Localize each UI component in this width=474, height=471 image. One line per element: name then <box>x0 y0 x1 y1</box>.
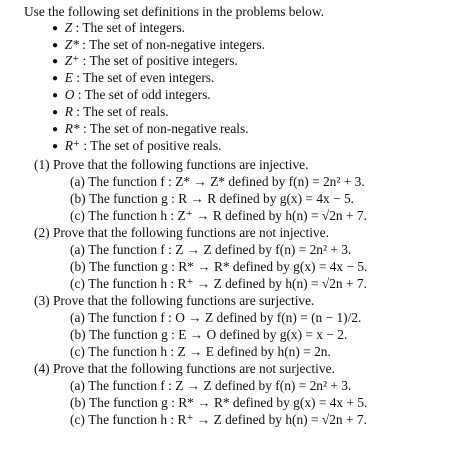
part-label: (b) <box>70 395 86 410</box>
definition-item <box>52 20 185 37</box>
problem-heading <box>34 225 329 241</box>
problem-part <box>70 310 361 326</box>
bullet-icon: ● <box>52 40 59 51</box>
part-text: The function f : Z → Z defined by f(n) = 2n² + 3. <box>88 378 352 393</box>
definition-item <box>52 104 169 121</box>
definition-symbol: Z* <box>64 37 79 52</box>
part-label: (a) <box>70 310 85 325</box>
bullet-icon: ● <box>52 90 59 101</box>
definition-symbol: R⁺ <box>64 138 80 153</box>
problem-number: (2) <box>34 225 50 240</box>
definition-item <box>52 53 238 70</box>
part-label: (a) <box>70 378 85 393</box>
definition-item <box>52 70 214 87</box>
part-label: (b) <box>70 327 86 342</box>
part-label: (b) <box>70 259 86 274</box>
part-text: The function f : Z* → Z* defined by f(n) = 2n² + 3. <box>88 174 365 189</box>
definition-item <box>52 121 249 138</box>
definition-text: : The set of non-negative reals. <box>79 121 249 136</box>
part-text: The function g : R* → R* defined by g(x) = 4x − 5. <box>88 259 368 274</box>
definition-item <box>52 138 221 155</box>
problem-title: Prove that the following functions are surjective. <box>52 293 315 308</box>
problem-heading <box>34 361 335 377</box>
part-text: The function h : R⁺ → Z defined by h(n) = √2n + 7. <box>88 412 367 427</box>
bullet-icon: ● <box>52 23 59 34</box>
problem-heading <box>34 157 308 173</box>
definition-text: : The set of non-negative integers. <box>78 37 265 52</box>
definition-text: : The set of odd integers. <box>74 87 211 102</box>
problem-part <box>70 327 347 343</box>
bullet-icon: ● <box>52 56 59 67</box>
definition-text: : The set of reals. <box>72 104 169 119</box>
part-text: The function h : R⁺ → Z defined by h(n) = √2n + 7. <box>88 276 367 291</box>
part-label: (c) <box>70 344 85 359</box>
problem-part <box>70 395 367 411</box>
problem-number: (1) <box>34 157 50 172</box>
definition-text: : The set of even integers. <box>72 70 215 85</box>
bullet-icon: ● <box>52 141 59 152</box>
definition-item <box>52 87 211 104</box>
problem-part <box>70 242 351 258</box>
part-text: The function g : E → O defined by g(x) = x − 2. <box>88 327 348 342</box>
problem-part <box>70 378 351 394</box>
definition-symbol: Z⁺ <box>64 53 80 68</box>
part-label: (a) <box>70 242 85 257</box>
problem-title: Prove that the following functions are not injective. <box>52 225 329 240</box>
problem-part <box>70 208 367 224</box>
definition-symbol: R* <box>64 121 80 136</box>
problem-part <box>70 259 367 275</box>
problem-number: (4) <box>34 361 50 376</box>
problem-part <box>70 344 331 360</box>
part-label: (c) <box>70 276 85 291</box>
part-label: (c) <box>70 208 85 223</box>
definition-symbol: R <box>64 104 73 119</box>
problem-title: Prove that the following functions are not surjective. <box>52 361 335 376</box>
bullet-icon: ● <box>52 107 59 118</box>
part-text: The function f : O → Z defined by f(n) = (n − 1)/2. <box>88 310 362 325</box>
problem-part <box>70 174 365 190</box>
bullet-icon: ● <box>52 124 59 135</box>
definition-symbol: E <box>64 70 73 85</box>
problem-part <box>70 191 354 207</box>
problem-number: (3) <box>34 293 50 308</box>
part-label: (c) <box>70 412 85 427</box>
problem-part <box>70 412 367 428</box>
definition-text: : The set of integers. <box>72 20 186 35</box>
part-text: The function f : Z → Z defined by f(n) = 2n² + 3. <box>88 242 352 257</box>
problem-title: Prove that the following functions are injective. <box>52 157 309 172</box>
problem-heading <box>34 293 314 309</box>
part-label: (b) <box>70 191 86 206</box>
definition-text: : The set of positive reals. <box>80 138 222 153</box>
definition-text: : The set of positive integers. <box>79 53 238 68</box>
part-text: The function h : Z⁺ → R defined by h(n) = √2n + 7. <box>88 208 367 223</box>
part-text: The function g : R → R defined by g(x) = 4x − 5. <box>88 191 355 206</box>
definition-symbol: O <box>64 87 75 102</box>
bullet-icon: ● <box>52 73 59 84</box>
definition-symbol: Z <box>64 20 73 35</box>
definition-item <box>52 37 265 54</box>
part-text: The function h : Z → E defined by h(n) = 2n. <box>88 344 331 359</box>
part-label: (a) <box>70 174 85 189</box>
problem-part <box>70 276 367 292</box>
part-text: The function g : R* → R* defined by g(x) = 4x + 5. <box>88 395 368 410</box>
intro-text: Use the following set definitions in the problems below. <box>24 4 325 19</box>
